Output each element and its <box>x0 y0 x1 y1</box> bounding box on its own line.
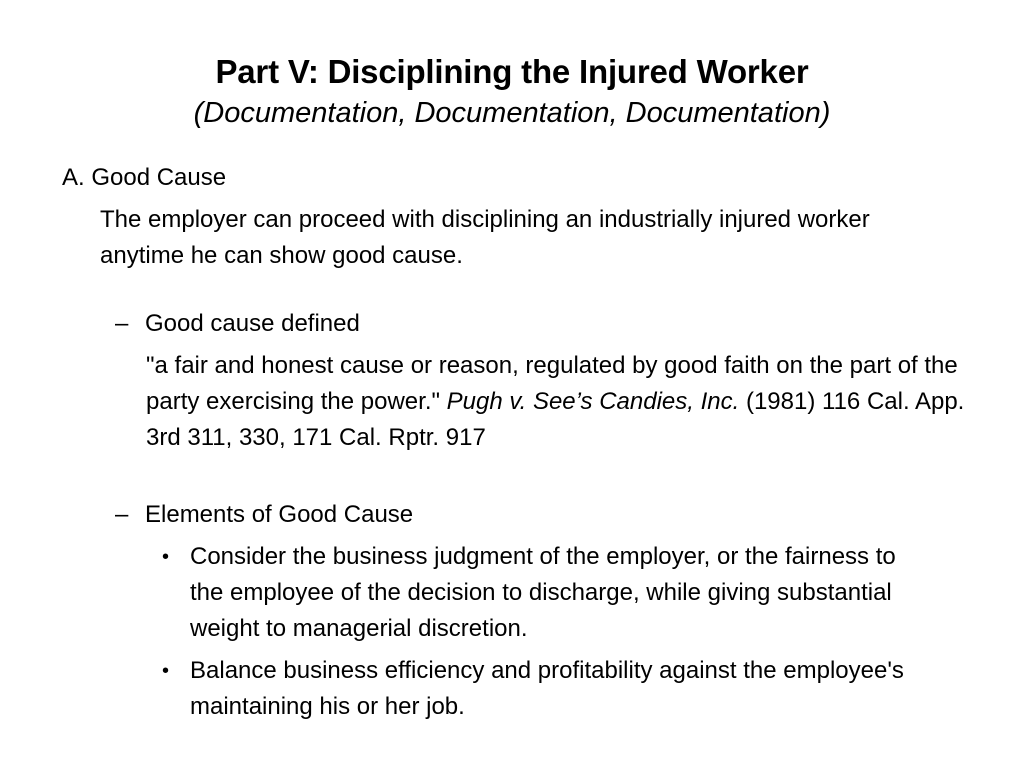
dash-marker: – <box>115 310 129 337</box>
slide-subtitle: (Documentation, Documentation, Documentation) <box>193 97 831 129</box>
bullet-text: Consider the business judgment of the employer, or the fairness to the employee of the decision to discharge, while giving substantial weight to managerial discretion. <box>190 543 896 642</box>
bullet-marker: • <box>162 546 170 568</box>
section-paragraph: The employer can proceed with disciplining an industrially injured worker anytime he can show good cause. <box>100 206 870 269</box>
elements-label: Elements of Good Cause <box>145 501 414 528</box>
bullet-text: Balance business efficiency and profitability against the employee's maintaining his or her job. <box>190 657 904 720</box>
case-citation: (1981) 116 Cal. App. 3rd 311, 330, 171 Cal. Rptr. 917 <box>146 388 965 451</box>
dash-marker: – <box>115 501 129 528</box>
definition-label: Good cause defined <box>145 310 360 337</box>
section-heading: A. Good Cause <box>62 164 227 191</box>
slide-title: Part V: Disciplining the Injured Worker <box>215 53 809 90</box>
bullet-marker: • <box>162 660 170 682</box>
quote-text: "a fair and honest cause or reason, regulated by good faith on the part of the party exercising the power." <box>146 352 958 415</box>
case-name: Pugh v. See’s Candies, Inc. <box>446 388 740 415</box>
definition-quote <box>146 348 966 456</box>
